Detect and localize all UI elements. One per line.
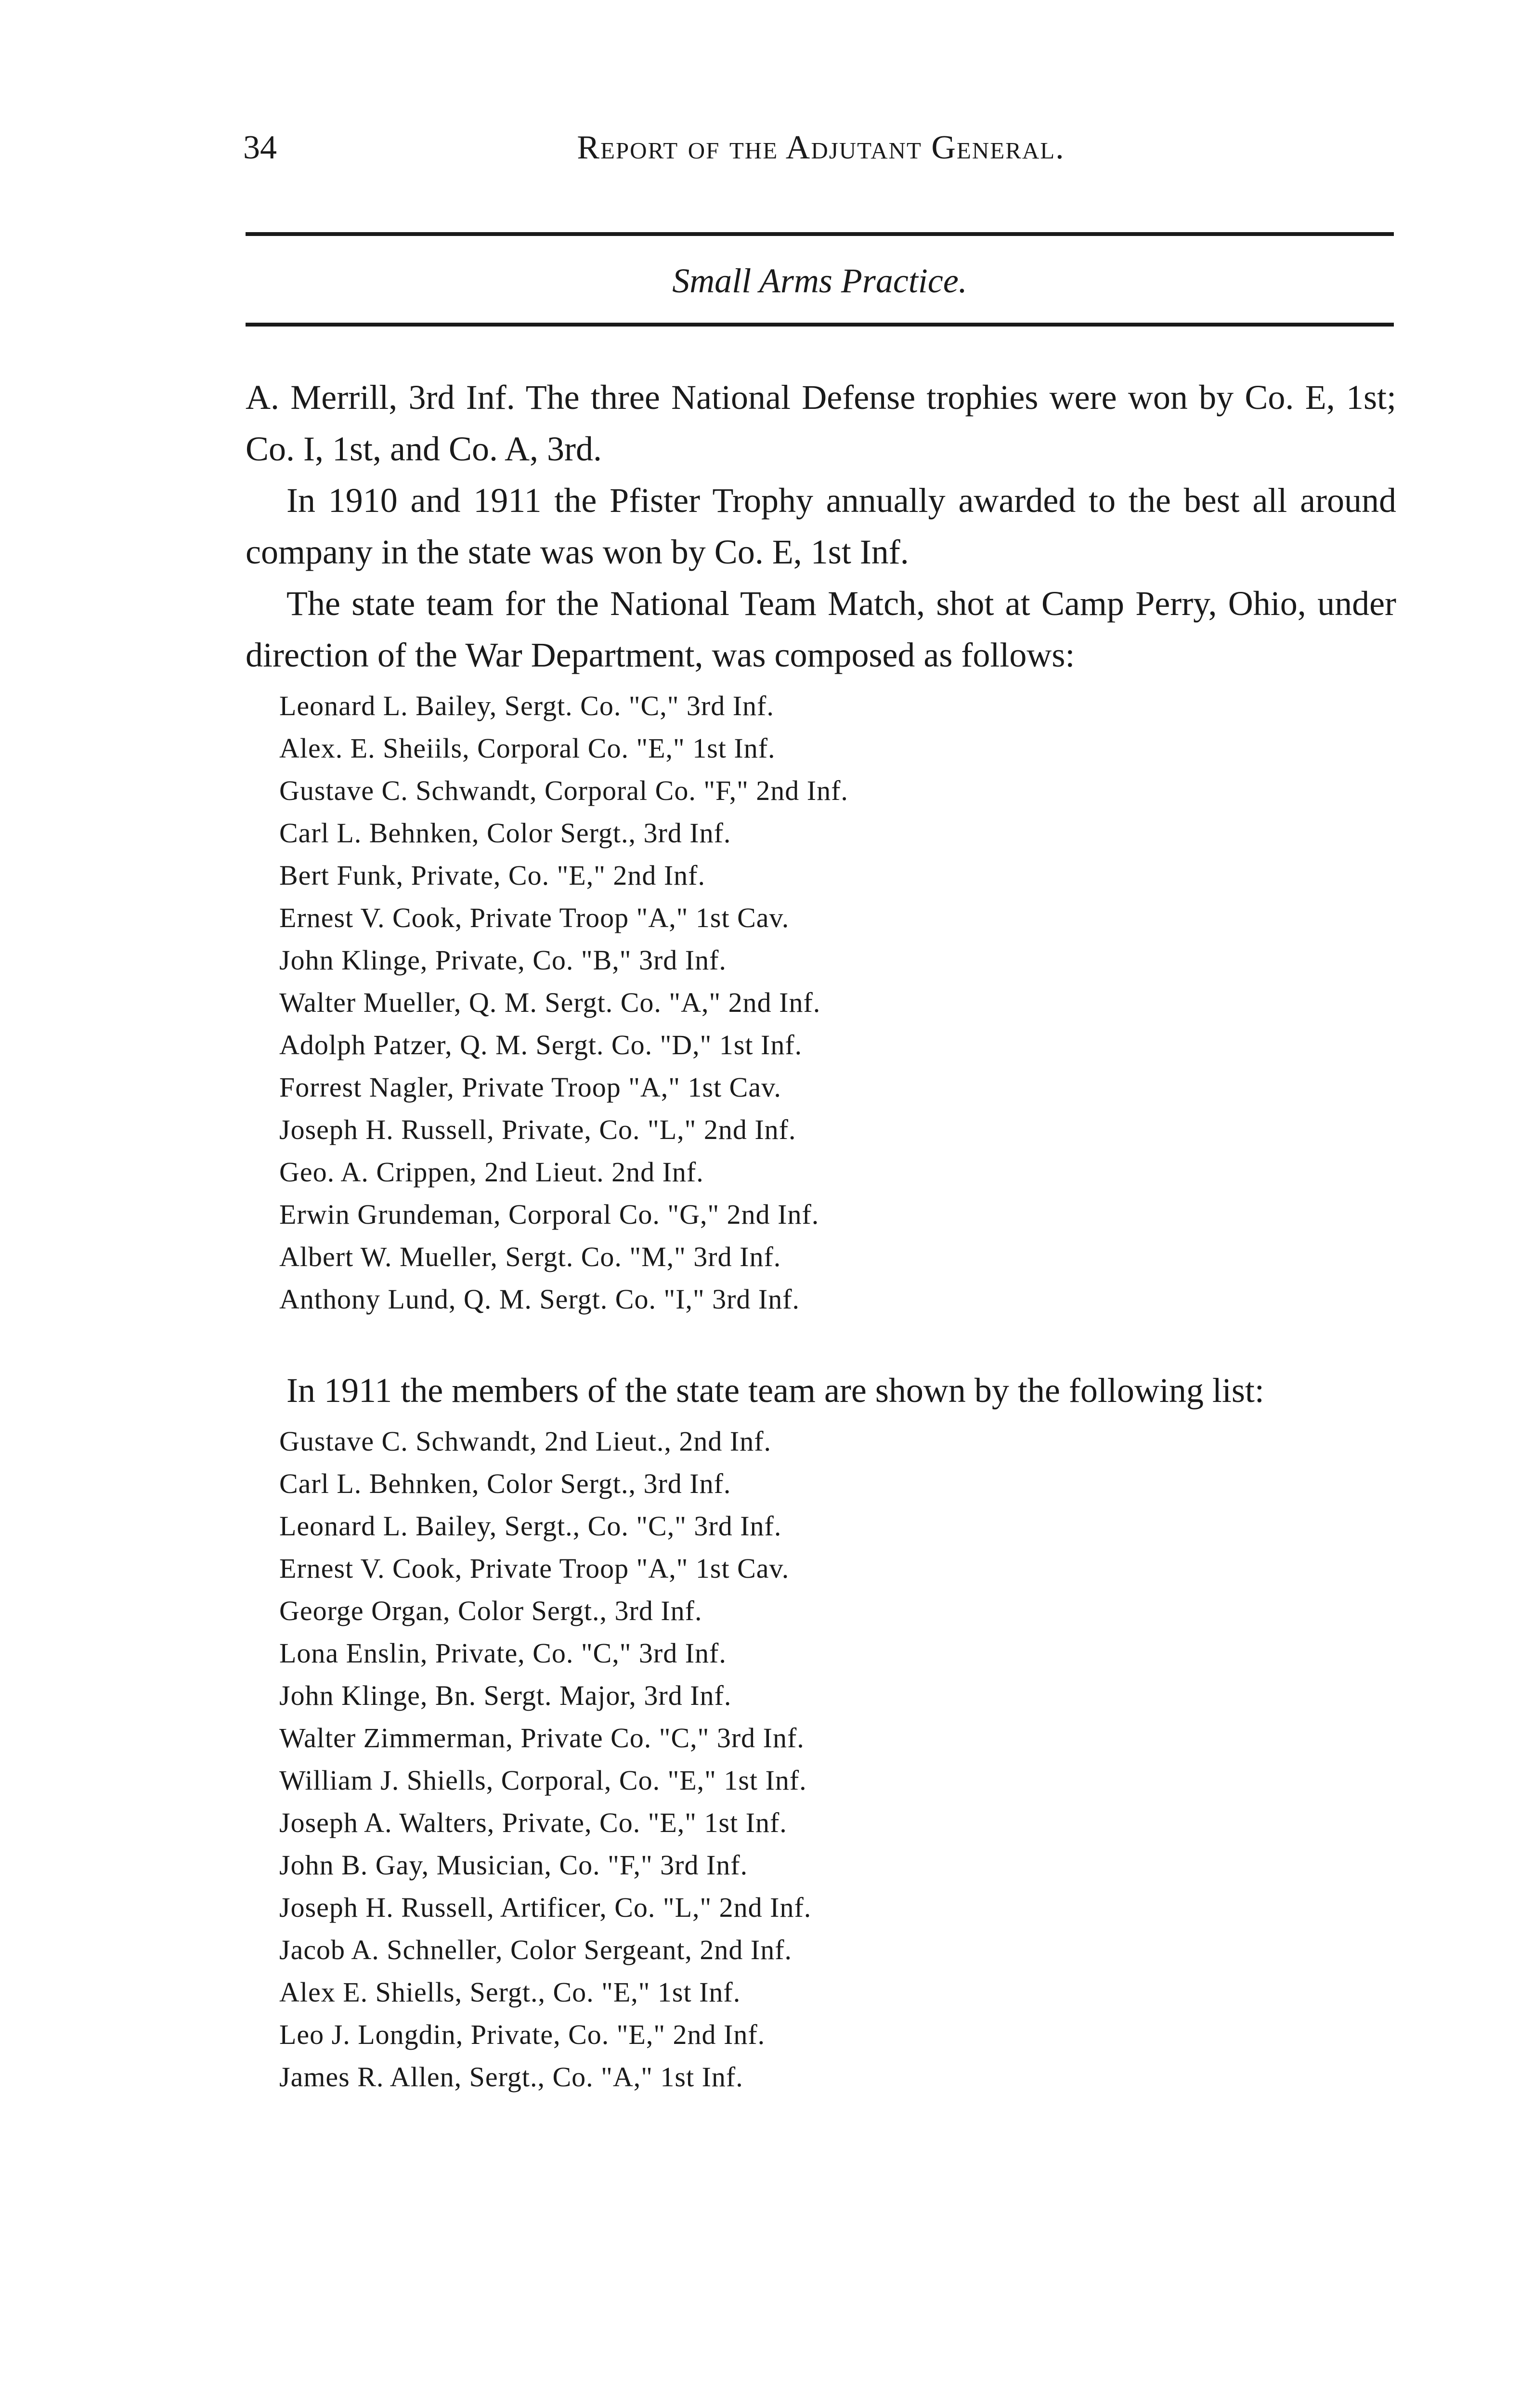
roster-entry: Joseph A. Walters, Private, Co. "E," 1st Inf.: [279, 1807, 787, 1838]
roster-entry: Joseph H. Russell, Private, Co. "L," 2nd Inf.: [279, 1114, 796, 1145]
running-title: Report of the Adjutant General.: [577, 129, 1065, 166]
header-rule-top: [246, 232, 1394, 236]
roster-entry: Bert Funk, Private, Co. "E," 2nd Inf.: [279, 860, 705, 891]
page-number: 34: [243, 129, 277, 166]
paragraph-1911-team-intro: In 1911 the members of the state team are shown by the following list:: [286, 1371, 1264, 1410]
roster-entry: Ernest V. Cook, Private Troop "A," 1st Cav.: [279, 902, 790, 933]
header-rule-bottom: [246, 323, 1394, 327]
roster-entry: Gustave C. Schwandt, Corporal Co. "F," 2nd Inf.: [279, 775, 848, 806]
roster-entry: Geo. A. Crippen, 2nd Lieut. 2nd Inf.: [279, 1156, 704, 1188]
roster-entry: Forrest Nagler, Private Troop "A," 1st Cav.: [279, 1072, 781, 1103]
page-header: [243, 126, 1399, 170]
paragraph-pfister-trophy: In 1910 and 1911 the Pfister Trophy annually awarded to the best all around company in the state was won by Co. E, 1st Inf.: [246, 481, 1396, 571]
roster-entry: Jacob A. Schneller, Color Sergeant, 2nd Inf.: [279, 1934, 792, 1965]
roster-entry: Leo J. Longdin, Private, Co. "E," 2nd Inf.: [279, 2019, 766, 2050]
section-title: Small Arms Practice.: [672, 262, 967, 300]
roster-entry: Gustave C. Schwandt, 2nd Lieut., 2nd Inf.: [279, 1426, 772, 1457]
roster-entry: John Klinge, Bn. Sergt. Major, 3rd Inf.: [279, 1680, 732, 1711]
roster-entry: Erwin Grundeman, Corporal Co. "G," 2nd Inf.: [279, 1199, 819, 1230]
roster-entry: John Klinge, Private, Co. "B," 3rd Inf.: [279, 944, 727, 976]
roster-entry: John B. Gay, Musician, Co. "F," 3rd Inf.: [279, 1849, 748, 1881]
roster-entry: Anthony Lund, Q. M. Sergt. Co. "I," 3rd Inf.: [279, 1283, 800, 1315]
roster-entry: Leonard L. Bailey, Sergt. Co. "C," 3rd Inf.: [279, 690, 774, 721]
roster-entry: Ernest V. Cook, Private Troop "A," 1st Cav.: [279, 1553, 790, 1584]
roster-entry: Leonard L. Bailey, Sergt., Co. "C," 3rd Inf.: [279, 1510, 782, 1542]
roster-entry: William J. Shiells, Corporal, Co. "E," 1st Inf.: [279, 1765, 807, 1796]
section-gap: [246, 1321, 1396, 1365]
roster-entry: James R. Allen, Sergt., Co. "A," 1st Inf.: [279, 2061, 743, 2093]
roster-entry: Alex E. Shiells, Sergt., Co. "E," 1st Inf.: [279, 1976, 741, 2008]
roster-entry: George Organ, Color Sergt., 3rd Inf.: [279, 1595, 702, 1626]
team-roster-1911: [246, 1420, 1396, 2098]
page-body: [246, 372, 1396, 2098]
roster-entry: Lona Enslin, Private, Co. "C," 3rd Inf.: [279, 1637, 727, 1669]
paragraph-continuation: A. Merrill, 3rd Inf. The three National Defense trophies were won by Co. E, 1st; Co. I, 1st, and Co. A, 3rd.: [246, 378, 1396, 468]
roster-entry: Walter Zimmerman, Private Co. "C," 3rd Inf.: [279, 1722, 805, 1754]
roster-entry: Walter Mueller, Q. M. Sergt. Co. "A," 2nd Inf.: [279, 987, 821, 1018]
roster-entry: Joseph H. Russell, Artificer, Co. "L," 2nd Inf.: [279, 1892, 812, 1923]
roster-entry: Alex. E. Sheiils, Corporal Co. "E," 1st Inf.: [279, 733, 776, 764]
roster-entry: Carl L. Behnken, Color Sergt., 3rd Inf.: [279, 817, 731, 849]
roster-entry: Adolph Patzer, Q. M. Sergt. Co. "D," 1st Inf.: [279, 1029, 803, 1060]
roster-entry: Carl L. Behnken, Color Sergt., 3rd Inf.: [279, 1468, 731, 1499]
team-roster-1910: [246, 685, 1396, 1321]
roster-entry: Albert W. Mueller, Sergt. Co. "M," 3rd Inf.: [279, 1241, 781, 1272]
paragraph-state-team-intro: The state team for the National Team Match, shot at Camp Perry, Ohio, under direction of the War Department, was composed as follows:: [246, 584, 1396, 674]
